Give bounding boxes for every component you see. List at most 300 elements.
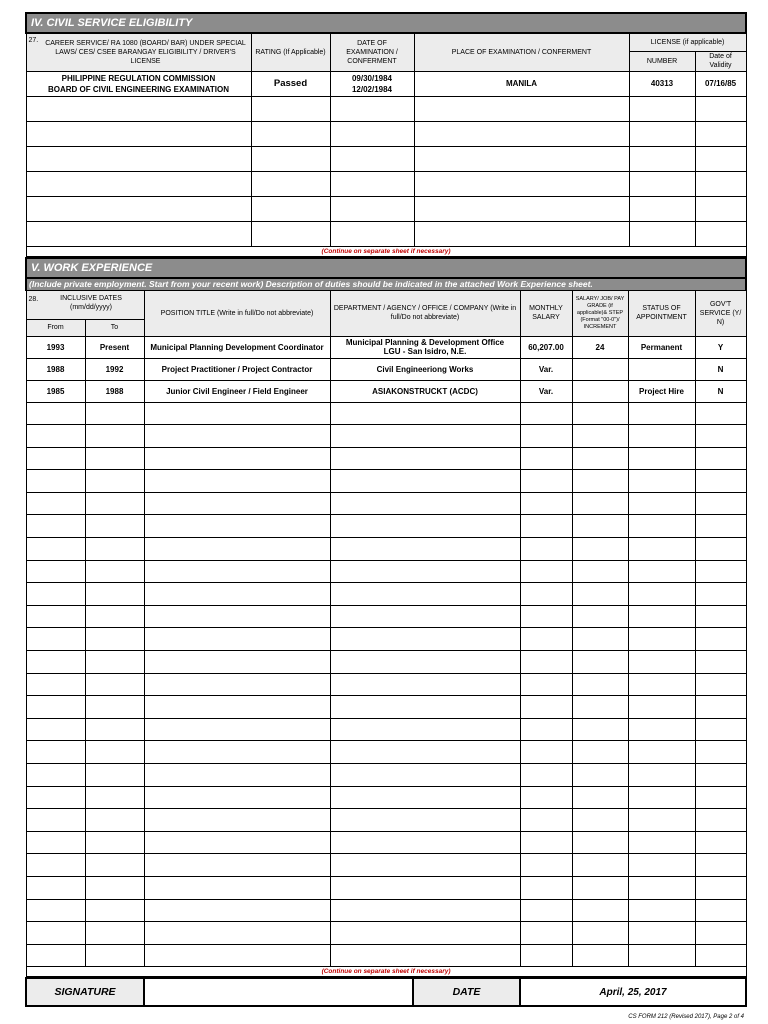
- work-empty-cell[interactable]: [85, 447, 144, 470]
- work-empty-cell[interactable]: [572, 764, 628, 787]
- work-empty-cell[interactable]: [85, 831, 144, 854]
- work-empty-cell[interactable]: [85, 538, 144, 561]
- work-experience-row-empty: [26, 899, 746, 922]
- work-experience-row-empty: [26, 944, 746, 967]
- work-empty-cell[interactable]: [520, 922, 572, 945]
- work-empty-cell[interactable]: [520, 854, 572, 877]
- work-empty-cell[interactable]: [628, 470, 695, 493]
- work-empty-cell[interactable]: [628, 764, 695, 787]
- work-empty-cell[interactable]: [628, 741, 695, 764]
- work-empty-cell[interactable]: [520, 764, 572, 787]
- work-empty-cell[interactable]: [330, 628, 520, 651]
- signature-field[interactable]: [144, 978, 413, 1006]
- work-empty-cell[interactable]: [26, 899, 85, 922]
- work-empty-cell[interactable]: [628, 583, 695, 606]
- work-empty-cell[interactable]: [85, 560, 144, 583]
- work-empty-cell[interactable]: [85, 876, 144, 899]
- work-from-cell: 1993: [26, 336, 85, 358]
- work-empty-cell[interactable]: [144, 786, 330, 809]
- work-empty-cell[interactable]: [330, 944, 520, 967]
- work-empty-cell[interactable]: [144, 628, 330, 651]
- work-experience-row-empty: [26, 583, 746, 606]
- work-empty-cell[interactable]: [26, 651, 85, 674]
- work-empty-cell[interactable]: [572, 628, 628, 651]
- work-empty-cell[interactable]: [85, 718, 144, 741]
- header-license-number: NUMBER: [629, 51, 695, 71]
- work-empty-cell[interactable]: [144, 538, 330, 561]
- work-empty-cell[interactable]: [628, 538, 695, 561]
- work-empty-cell[interactable]: [520, 560, 572, 583]
- eligibility-empty-cell[interactable]: [251, 171, 330, 196]
- work-empty-cell[interactable]: [26, 628, 85, 651]
- work-empty-cell[interactable]: [26, 605, 85, 628]
- work-experience-row-empty: [26, 854, 746, 877]
- work-empty-cell[interactable]: [85, 628, 144, 651]
- eligibility-empty-cell[interactable]: [629, 196, 695, 221]
- work-empty-cell[interactable]: [330, 876, 520, 899]
- work-empty-cell[interactable]: [144, 764, 330, 787]
- eligibility-empty-cell[interactable]: [695, 196, 746, 221]
- work-empty-cell[interactable]: [26, 583, 85, 606]
- work-empty-cell[interactable]: [695, 741, 746, 764]
- work-empty-cell[interactable]: [695, 515, 746, 538]
- work-empty-cell[interactable]: [330, 741, 520, 764]
- header-rating: RATING (If Applicable): [251, 33, 330, 71]
- work-empty-cell[interactable]: [144, 718, 330, 741]
- eligibility-empty-cell[interactable]: [251, 196, 330, 221]
- pds-page-2: [25, 12, 745, 1007]
- work-empty-cell[interactable]: [572, 538, 628, 561]
- work-empty-cell[interactable]: [26, 831, 85, 854]
- work-empty-cell[interactable]: [330, 538, 520, 561]
- work-empty-cell[interactable]: [85, 944, 144, 967]
- work-empty-cell[interactable]: [330, 425, 520, 448]
- work-empty-cell[interactable]: [144, 605, 330, 628]
- work-empty-cell[interactable]: [695, 492, 746, 515]
- date-label: DATE: [413, 978, 520, 1006]
- date-field[interactable]: April, 25, 2017: [520, 978, 746, 1006]
- work-empty-cell[interactable]: [85, 651, 144, 674]
- work-empty-cell[interactable]: [520, 605, 572, 628]
- work-experience-row-empty: [26, 628, 746, 651]
- work-experience-row-empty: [26, 786, 746, 809]
- work-empty-cell[interactable]: [572, 718, 628, 741]
- work-empty-cell[interactable]: [330, 651, 520, 674]
- work-empty-cell[interactable]: [628, 718, 695, 741]
- work-empty-cell[interactable]: [695, 447, 746, 470]
- work-empty-cell[interactable]: [695, 764, 746, 787]
- work-empty-cell[interactable]: [520, 809, 572, 832]
- work-empty-cell[interactable]: [520, 899, 572, 922]
- section-v-header: V. WORK EXPERIENCE: [26, 258, 746, 278]
- work-empty-cell[interactable]: [695, 402, 746, 425]
- work-empty-cell[interactable]: [330, 696, 520, 719]
- work-empty-cell[interactable]: [144, 651, 330, 674]
- work-empty-cell[interactable]: [85, 492, 144, 515]
- work-empty-cell[interactable]: [26, 425, 85, 448]
- work-empty-cell[interactable]: [85, 515, 144, 538]
- work-department-cell: ASIAKONSTRUCKT (ACDC): [330, 380, 520, 402]
- work-empty-cell[interactable]: [628, 605, 695, 628]
- work-empty-cell[interactable]: [695, 899, 746, 922]
- work-empty-cell[interactable]: [144, 447, 330, 470]
- work-empty-cell[interactable]: [144, 402, 330, 425]
- eligibility-empty-cell[interactable]: [251, 146, 330, 171]
- work-empty-cell[interactable]: [520, 425, 572, 448]
- work-empty-cell[interactable]: [330, 605, 520, 628]
- eligibility-cell: PHILIPPINE REGULATION COMMISSION BOARD OF CIVIL ENGINEERING EXAMINATION: [26, 71, 251, 96]
- work-empty-cell[interactable]: [330, 583, 520, 606]
- header-eligibility: 27. CAREER SERVICE/ RA 1080 (BOARD/ BAR) UNDER SPECIAL LAWS/ CES/ CSEE BARANGAY ELIGIBILITY / DRIVER'S LICENSE: [26, 33, 251, 71]
- eligibility-empty-cell[interactable]: [414, 196, 629, 221]
- header-to: To: [85, 319, 144, 336]
- work-empty-cell[interactable]: [520, 515, 572, 538]
- eligibility-empty-cell[interactable]: [629, 221, 695, 246]
- work-empty-cell[interactable]: [572, 560, 628, 583]
- continue-note-iv: (Continue on separate sheet if necessary): [26, 246, 746, 256]
- signature-table: [25, 977, 747, 1007]
- eligibility-empty-cell[interactable]: [414, 121, 629, 146]
- work-empty-cell[interactable]: [572, 854, 628, 877]
- work-empty-cell[interactable]: [26, 402, 85, 425]
- work-empty-cell[interactable]: [330, 470, 520, 493]
- work-empty-cell[interactable]: [144, 809, 330, 832]
- work-experience-row-empty: [26, 922, 746, 945]
- work-empty-cell[interactable]: [572, 944, 628, 967]
- work-empty-cell[interactable]: [144, 741, 330, 764]
- eligibility-empty-cell[interactable]: [629, 121, 695, 146]
- work-empty-cell[interactable]: [572, 786, 628, 809]
- work-position-cell: Project Practitioner / Project Contractor: [144, 358, 330, 380]
- work-empty-cell[interactable]: [695, 425, 746, 448]
- eligibility-empty-cell[interactable]: [414, 146, 629, 171]
- eligibility-empty-cell[interactable]: [251, 121, 330, 146]
- work-empty-cell[interactable]: [695, 605, 746, 628]
- work-empty-cell[interactable]: [695, 651, 746, 674]
- civil-service-eligibility-table: [25, 12, 747, 257]
- work-empty-cell[interactable]: [572, 696, 628, 719]
- work-empty-cell[interactable]: [330, 447, 520, 470]
- work-empty-cell[interactable]: [26, 922, 85, 945]
- eligibility-empty-cell[interactable]: [695, 96, 746, 121]
- work-empty-cell[interactable]: [572, 470, 628, 493]
- work-empty-cell[interactable]: [85, 470, 144, 493]
- work-empty-cell[interactable]: [26, 673, 85, 696]
- work-empty-cell[interactable]: [26, 538, 85, 561]
- work-empty-cell[interactable]: [330, 402, 520, 425]
- work-empty-cell[interactable]: [520, 492, 572, 515]
- work-empty-cell[interactable]: [628, 876, 695, 899]
- work-empty-cell[interactable]: [695, 470, 746, 493]
- exam-date-cell: 09/30/1984 12/02/1984: [330, 71, 414, 96]
- work-experience-row-empty: [26, 538, 746, 561]
- work-empty-cell[interactable]: [144, 831, 330, 854]
- work-empty-cell[interactable]: [520, 944, 572, 967]
- eligibility-empty-cell[interactable]: [330, 96, 414, 121]
- work-empty-cell[interactable]: [26, 764, 85, 787]
- work-empty-cell[interactable]: [330, 786, 520, 809]
- work-grade-cell: 24: [572, 336, 628, 358]
- work-empty-cell[interactable]: [695, 809, 746, 832]
- eligibility-empty-cell[interactable]: [629, 146, 695, 171]
- work-empty-cell[interactable]: [572, 492, 628, 515]
- work-empty-cell[interactable]: [144, 696, 330, 719]
- work-empty-cell[interactable]: [26, 560, 85, 583]
- work-empty-cell[interactable]: [85, 741, 144, 764]
- work-empty-cell[interactable]: [628, 944, 695, 967]
- work-empty-cell[interactable]: [85, 402, 144, 425]
- work-empty-cell[interactable]: [330, 922, 520, 945]
- work-empty-cell[interactable]: [330, 831, 520, 854]
- work-salary-cell: Var.: [520, 358, 572, 380]
- work-empty-cell[interactable]: [330, 809, 520, 832]
- work-empty-cell[interactable]: [628, 651, 695, 674]
- work-empty-cell[interactable]: [330, 854, 520, 877]
- work-empty-cell[interactable]: [628, 831, 695, 854]
- eligibility-empty-cell[interactable]: [26, 146, 251, 171]
- eligibility-empty-cell[interactable]: [695, 221, 746, 246]
- work-empty-cell[interactable]: [572, 402, 628, 425]
- work-empty-cell[interactable]: [628, 786, 695, 809]
- work-empty-cell[interactable]: [330, 764, 520, 787]
- work-experience-row: [26, 336, 746, 358]
- work-empty-cell[interactable]: [144, 922, 330, 945]
- eligibility-empty-cell[interactable]: [26, 221, 251, 246]
- work-empty-cell[interactable]: [330, 899, 520, 922]
- work-empty-cell[interactable]: [144, 560, 330, 583]
- work-empty-cell[interactable]: [144, 899, 330, 922]
- work-experience-row: [26, 358, 746, 380]
- work-empty-cell[interactable]: [572, 673, 628, 696]
- work-empty-cell[interactable]: [520, 538, 572, 561]
- work-empty-cell[interactable]: [520, 876, 572, 899]
- work-empty-cell[interactable]: [572, 515, 628, 538]
- work-empty-cell[interactable]: [144, 876, 330, 899]
- work-empty-cell[interactable]: [628, 560, 695, 583]
- work-empty-cell[interactable]: [628, 628, 695, 651]
- work-empty-cell[interactable]: [330, 673, 520, 696]
- work-empty-cell[interactable]: [26, 809, 85, 832]
- work-empty-cell[interactable]: [26, 470, 85, 493]
- work-empty-cell[interactable]: [695, 583, 746, 606]
- header-exam-place: PLACE OF EXAMINATION / CONFERMENT: [414, 33, 629, 71]
- work-empty-cell[interactable]: [695, 696, 746, 719]
- eligibility-empty-cell[interactable]: [26, 196, 251, 221]
- work-empty-cell[interactable]: [695, 944, 746, 967]
- work-empty-cell[interactable]: [85, 673, 144, 696]
- work-empty-cell[interactable]: [628, 673, 695, 696]
- work-empty-cell[interactable]: [572, 922, 628, 945]
- work-empty-cell[interactable]: [144, 470, 330, 493]
- work-empty-cell[interactable]: [520, 741, 572, 764]
- work-experience-row-empty: [26, 447, 746, 470]
- eligibility-empty-cell[interactable]: [629, 171, 695, 196]
- work-empty-cell[interactable]: [695, 673, 746, 696]
- eligibility-empty-cell[interactable]: [26, 121, 251, 146]
- work-empty-cell[interactable]: [628, 922, 695, 945]
- work-position-cell: Municipal Planning Development Coordinator: [144, 336, 330, 358]
- license-number-cell: 40313: [629, 71, 695, 96]
- work-empty-cell[interactable]: [144, 492, 330, 515]
- eligibility-empty-cell[interactable]: [330, 146, 414, 171]
- work-salary-cell: 60,207.00: [520, 336, 572, 358]
- work-status-cell: Permanent: [628, 336, 695, 358]
- work-empty-cell[interactable]: [520, 583, 572, 606]
- work-empty-cell[interactable]: [520, 628, 572, 651]
- work-empty-cell[interactable]: [520, 470, 572, 493]
- header-inclusive-dates: 28. INCLUSIVE DATES (mm/dd/yyyy): [26, 290, 144, 319]
- work-empty-cell[interactable]: [26, 492, 85, 515]
- work-empty-cell[interactable]: [695, 786, 746, 809]
- work-salary-cell: Var.: [520, 380, 572, 402]
- eligibility-empty-cell[interactable]: [330, 196, 414, 221]
- work-from-cell: 1985: [26, 380, 85, 402]
- work-empty-cell[interactable]: [572, 447, 628, 470]
- work-experience-row-empty: [26, 492, 746, 515]
- work-empty-cell[interactable]: [85, 854, 144, 877]
- work-empty-cell[interactable]: [85, 922, 144, 945]
- work-empty-cell[interactable]: [572, 583, 628, 606]
- work-empty-cell[interactable]: [26, 447, 85, 470]
- work-empty-cell[interactable]: [520, 831, 572, 854]
- work-experience-row-empty: [26, 560, 746, 583]
- eligibility-empty-cell[interactable]: [414, 221, 629, 246]
- work-empty-cell[interactable]: [695, 538, 746, 561]
- eligibility-empty-cell[interactable]: [330, 221, 414, 246]
- work-empty-cell[interactable]: [572, 651, 628, 674]
- header-license: LICENSE (if applicable): [629, 33, 746, 51]
- work-empty-cell[interactable]: [26, 515, 85, 538]
- eligibility-empty-cell[interactable]: [695, 146, 746, 171]
- eligibility-empty-cell[interactable]: [26, 171, 251, 196]
- work-empty-cell[interactable]: [695, 628, 746, 651]
- signature-label: SIGNATURE: [26, 978, 144, 1006]
- work-empty-cell[interactable]: [26, 854, 85, 877]
- work-experience-row-empty: [26, 741, 746, 764]
- work-empty-cell[interactable]: [572, 876, 628, 899]
- work-empty-cell[interactable]: [144, 944, 330, 967]
- header-salary-grade: SALARY/ JOB/ PAY GRADE (if applicable)& STEP (Format "00-0")/ INCREMENT: [572, 290, 628, 336]
- work-empty-cell[interactable]: [26, 944, 85, 967]
- work-empty-cell[interactable]: [26, 696, 85, 719]
- header-from: From: [26, 319, 85, 336]
- work-experience-instruction: (Include private employment. Start from your recent work) Description of duties should be indicated in the attached Work Experience sheet.: [26, 278, 746, 291]
- work-empty-cell[interactable]: [628, 402, 695, 425]
- work-empty-cell[interactable]: [695, 854, 746, 877]
- work-empty-cell[interactable]: [572, 899, 628, 922]
- eligibility-row-empty: [26, 221, 746, 246]
- work-empty-cell[interactable]: [572, 831, 628, 854]
- eligibility-empty-cell[interactable]: [414, 171, 629, 196]
- work-empty-cell[interactable]: [695, 831, 746, 854]
- work-govt-cell: Y: [695, 336, 746, 358]
- work-empty-cell[interactable]: [628, 425, 695, 448]
- work-empty-cell[interactable]: [85, 605, 144, 628]
- work-empty-cell[interactable]: [85, 786, 144, 809]
- work-from-cell: 1988: [26, 358, 85, 380]
- work-empty-cell[interactable]: [628, 515, 695, 538]
- work-empty-cell[interactable]: [572, 425, 628, 448]
- work-grade-cell: [572, 358, 628, 380]
- work-empty-cell[interactable]: [628, 447, 695, 470]
- work-empty-cell[interactable]: [628, 899, 695, 922]
- eligibility-empty-cell[interactable]: [26, 96, 251, 121]
- work-empty-cell[interactable]: [144, 425, 330, 448]
- work-empty-cell[interactable]: [26, 741, 85, 764]
- work-empty-cell[interactable]: [330, 560, 520, 583]
- work-empty-cell[interactable]: [628, 854, 695, 877]
- work-empty-cell[interactable]: [520, 651, 572, 674]
- work-empty-cell[interactable]: [144, 854, 330, 877]
- work-empty-cell[interactable]: [572, 809, 628, 832]
- work-empty-cell[interactable]: [26, 718, 85, 741]
- work-empty-cell[interactable]: [520, 447, 572, 470]
- work-experience-row: [26, 380, 746, 402]
- work-empty-cell[interactable]: [628, 809, 695, 832]
- header-exam-date: DATE OF EXAMINATION / CONFERMENT: [330, 33, 414, 71]
- work-empty-cell[interactable]: [26, 876, 85, 899]
- work-empty-cell[interactable]: [572, 741, 628, 764]
- work-empty-cell[interactable]: [520, 718, 572, 741]
- eligibility-empty-cell[interactable]: [251, 221, 330, 246]
- eligibility-row: [26, 71, 746, 96]
- work-empty-cell[interactable]: [628, 696, 695, 719]
- work-experience-row-empty: [26, 605, 746, 628]
- exam-place-cell: MANILA: [414, 71, 629, 96]
- form-footer: CS FORM 212 (Revised 2017), Page 2 of 4: [628, 1014, 744, 1020]
- eligibility-empty-cell[interactable]: [695, 171, 746, 196]
- work-empty-cell[interactable]: [85, 899, 144, 922]
- work-grade-cell: [572, 380, 628, 402]
- eligibility-empty-cell[interactable]: [330, 171, 414, 196]
- rating-cell: Passed: [251, 71, 330, 96]
- work-empty-cell[interactable]: [144, 583, 330, 606]
- work-experience-row-empty: [26, 402, 746, 425]
- work-empty-cell[interactable]: [520, 696, 572, 719]
- eligibility-empty-cell[interactable]: [330, 121, 414, 146]
- work-empty-cell[interactable]: [695, 718, 746, 741]
- work-empty-cell[interactable]: [85, 696, 144, 719]
- header-status-appointment: STATUS OF APPOINTMENT: [628, 290, 695, 336]
- eligibility-empty-cell[interactable]: [414, 96, 629, 121]
- work-empty-cell[interactable]: [572, 605, 628, 628]
- eligibility-empty-cell[interactable]: [251, 96, 330, 121]
- work-experience-row-empty: [26, 831, 746, 854]
- header-govt-service: GOV'T SERVICE (Y/ N): [695, 290, 746, 336]
- work-empty-cell[interactable]: [144, 673, 330, 696]
- work-empty-cell[interactable]: [520, 786, 572, 809]
- work-empty-cell[interactable]: [520, 402, 572, 425]
- work-empty-cell[interactable]: [695, 560, 746, 583]
- work-empty-cell[interactable]: [85, 425, 144, 448]
- header-monthly-salary: MONTHLY SALARY: [520, 290, 572, 336]
- work-empty-cell[interactable]: [330, 515, 520, 538]
- work-experience-row-empty: [26, 718, 746, 741]
- work-empty-cell[interactable]: [330, 718, 520, 741]
- work-empty-cell[interactable]: [695, 922, 746, 945]
- work-empty-cell[interactable]: [520, 673, 572, 696]
- work-empty-cell[interactable]: [330, 492, 520, 515]
- work-empty-cell[interactable]: [85, 764, 144, 787]
- work-empty-cell[interactable]: [628, 492, 695, 515]
- eligibility-empty-cell[interactable]: [695, 121, 746, 146]
- work-empty-cell[interactable]: [85, 809, 144, 832]
- work-empty-cell[interactable]: [695, 876, 746, 899]
- work-empty-cell[interactable]: [144, 515, 330, 538]
- work-empty-cell[interactable]: [85, 583, 144, 606]
- eligibility-empty-cell[interactable]: [629, 96, 695, 121]
- work-empty-cell[interactable]: [26, 786, 85, 809]
